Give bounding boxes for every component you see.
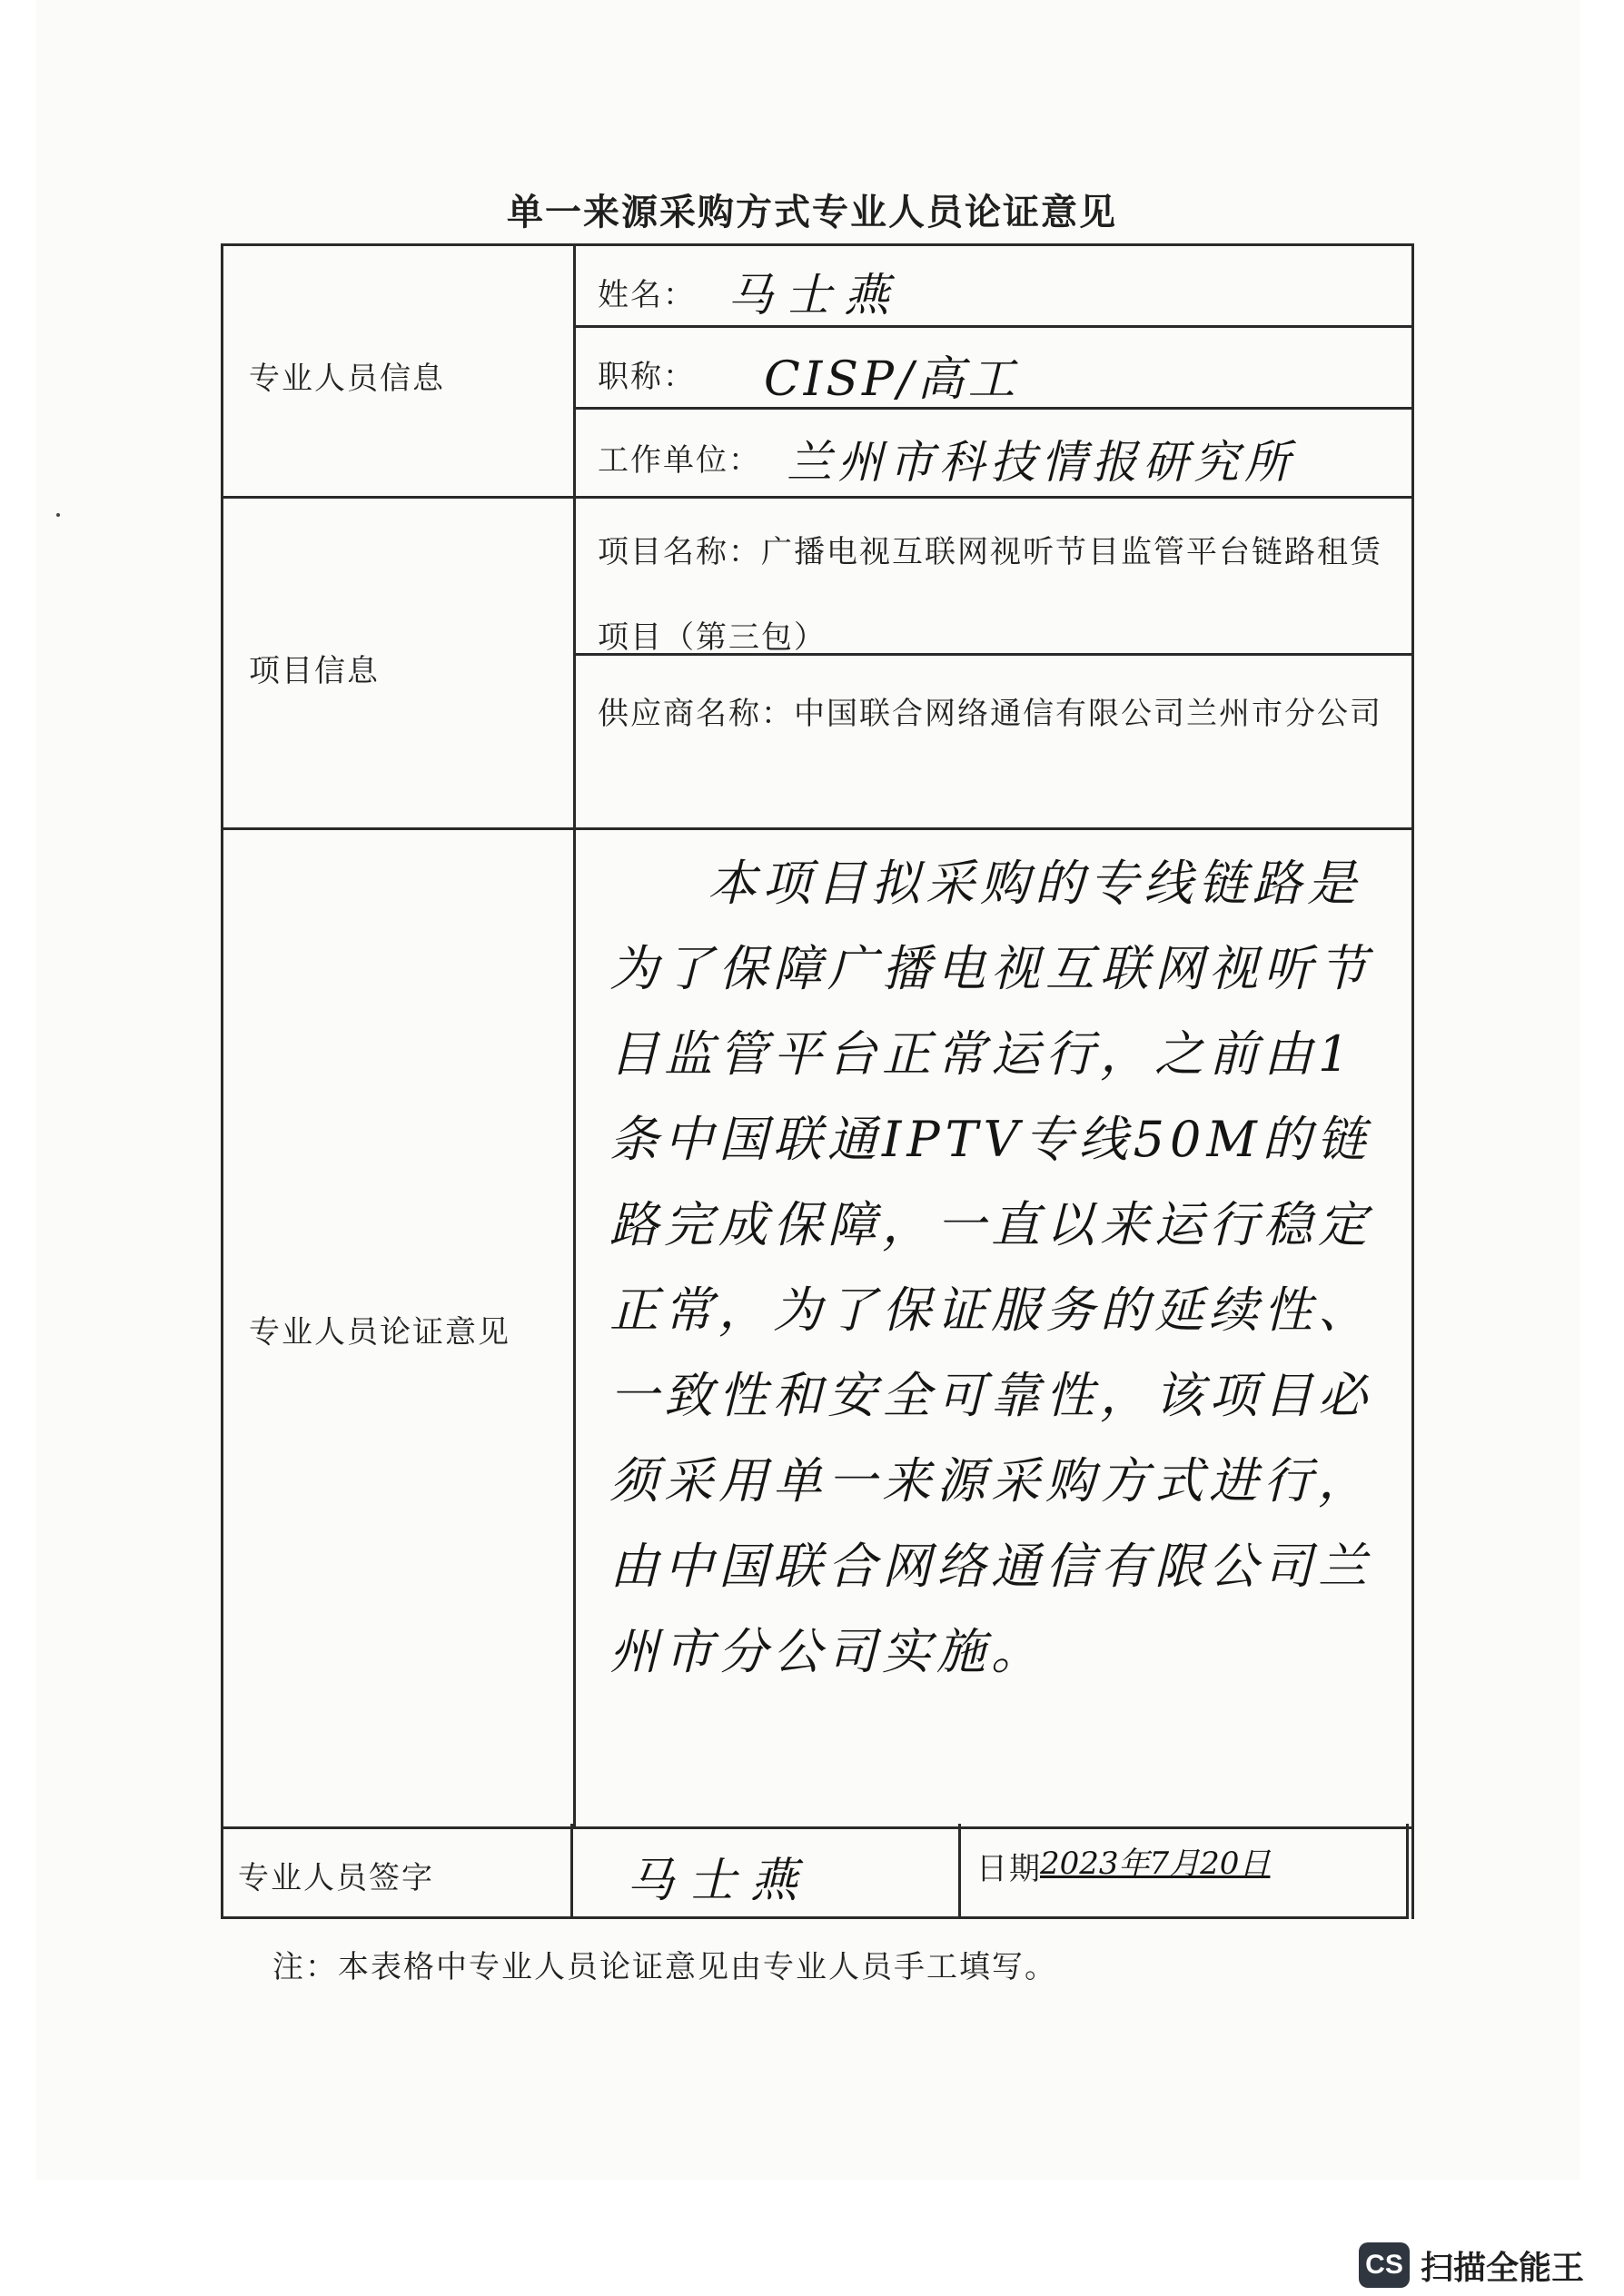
footnote: 注：本表格中专业人员论证意见由专业人员手工填写。 bbox=[272, 1949, 1057, 1985]
row-divider-name bbox=[573, 325, 1411, 328]
signature-row-bottom-border bbox=[221, 1916, 1409, 1919]
name-label: 姓名： bbox=[598, 277, 696, 313]
date-label: 日期 bbox=[976, 1851, 1042, 1887]
opinion-handwritten-text: 本项目拟采购的专线链路是为了保障广播电视互联网视听节目监管平台正常运行，之前由1条中国联通IPTV专线50M的链路完成保障，一直以来运行稳定正常，为了保证服务的延续性、一致性和安全可靠性，该项目必须采用单一来源采购方式进行，由中国联合网络通信有限公司兰州市分公司实施。 bbox=[609, 855, 1372, 1680]
name-value: 马士燕 bbox=[728, 269, 902, 322]
signature-divider-1 bbox=[570, 1824, 573, 1918]
signature-row-right-border bbox=[1406, 1824, 1409, 1918]
supplier-value: 中国联合网络通信有限公司兰州市分公司 bbox=[794, 696, 1382, 732]
camscanner-text: 扫描全能王 bbox=[1421, 2249, 1585, 2287]
org-value: 兰州市科技情报研究所 bbox=[787, 436, 1295, 489]
project-name-value: 广播电视互联网视听节目监管平台链路租赁项目（第三包） bbox=[598, 534, 1382, 656]
project-name-text bbox=[598, 510, 1397, 680]
scan-speck bbox=[56, 513, 60, 517]
scanner-watermark bbox=[1359, 2238, 1584, 2292]
project-name-label: 项目名称： bbox=[598, 534, 761, 570]
supplier-label: 供应商名称： bbox=[598, 696, 794, 732]
title-label: 职称： bbox=[598, 359, 696, 395]
title-value: CISP/高工 bbox=[764, 352, 1019, 407]
row-divider-project bbox=[223, 827, 1411, 830]
signature-row-left-border bbox=[221, 1824, 223, 1918]
signature-value: 马士燕 bbox=[627, 1854, 813, 1908]
label-opinion: 专业人员论证意见 bbox=[249, 1314, 510, 1351]
column-divider bbox=[573, 246, 576, 1826]
row-divider-opinion bbox=[223, 1826, 1411, 1829]
supplier-text bbox=[598, 671, 1397, 757]
signature-label: 专业人员签字 bbox=[238, 1860, 434, 1896]
date-value: 2023年7月20日 bbox=[1040, 1846, 1271, 1882]
signature-divider-2 bbox=[958, 1824, 961, 1918]
label-staff-info: 专业人员信息 bbox=[249, 361, 445, 397]
label-project-info: 项目信息 bbox=[249, 653, 380, 689]
org-label: 工作单位： bbox=[598, 442, 761, 479]
row-divider-staff bbox=[223, 496, 1411, 499]
form-table bbox=[221, 243, 1414, 1919]
camscanner-logo-icon: CS bbox=[1359, 2242, 1410, 2288]
document-title: 单一来源采购方式专业人员论证意见 bbox=[507, 192, 1117, 233]
